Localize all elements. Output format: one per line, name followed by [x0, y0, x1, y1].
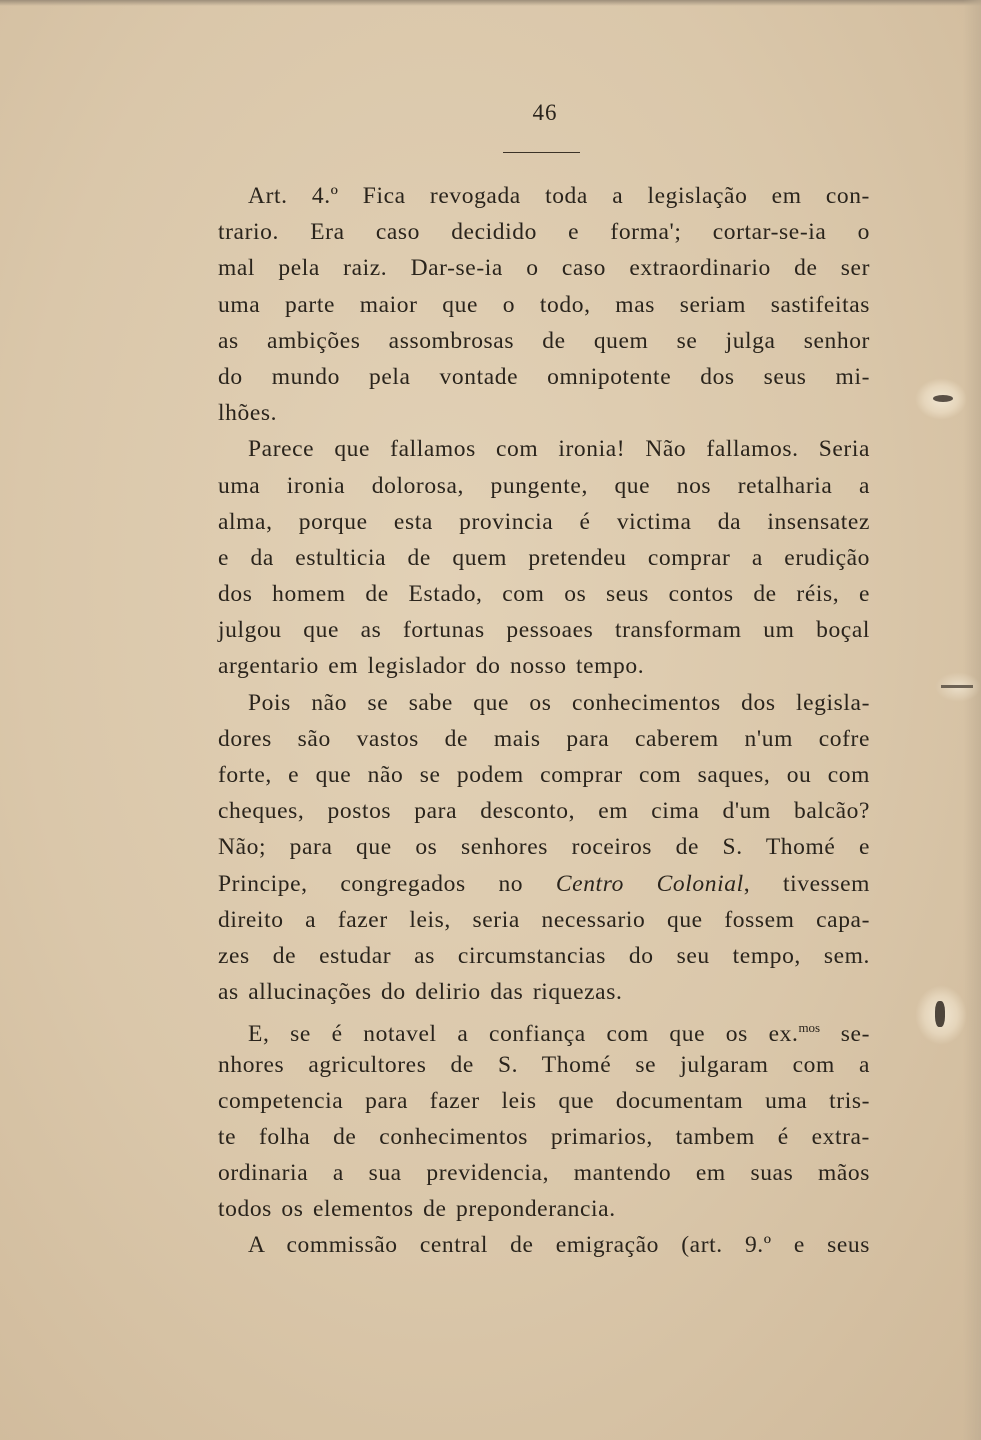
text-line: do mundo pela vontade omnipotente dos seus mi-: [218, 363, 870, 390]
text-line: uma ironia dolorosa, pungente, que nos retalharia a: [218, 472, 870, 499]
text-line: nhores agricultores de S. Thomé se julgaram com a: [218, 1051, 870, 1078]
page-right-edge-shadow: [963, 0, 981, 1440]
text-line: te folha de conhecimentos primarios, tambem é extra-: [218, 1123, 870, 1150]
text-line: uma parte maior que o todo, mas seriam sastifeitas: [218, 291, 870, 318]
text-line: ordinaria a sua previdencia, mantendo em suas mãos: [218, 1160, 870, 1187]
text-line: julgou que as fortunas pessoaes transformam um boçal: [218, 617, 870, 644]
text-line: dos homem de Estado, com os seus contos de réis, e: [218, 581, 870, 608]
text-line: e da estulticia de quem pretendeu comprar a erudição: [218, 544, 870, 571]
text-line: competencia para fazer leis que documentam uma tris-: [218, 1087, 870, 1114]
text-line: Pois não se sabe que os conhecimentos dos legisla-: [248, 689, 870, 716]
text-line: direito a fazer leis, seria necessario que fossem capa-: [218, 906, 870, 933]
paper-stain: [935, 672, 981, 702]
page-number: 46: [532, 100, 558, 125]
text-segment: se-: [820, 1021, 870, 1048]
body-text: [218, 178, 870, 1264]
text-segment: Principe, congregados no: [218, 870, 556, 897]
text-segment: , tivessem: [743, 870, 870, 897]
text-line: A commissão central de emigração (art. 9.º e seus: [248, 1232, 870, 1259]
text-line: [218, 1010, 870, 1046]
text-line: cheques, postos para desconto, em cima d'um balcão?: [218, 798, 870, 825]
text-line: dores são vastos de mais para caberem n'um cofre: [218, 725, 870, 752]
italic-title: Centro Colonial: [555, 870, 744, 897]
text-line: mal pela raiz. Dar-se-ia o caso extraordinario de ser: [218, 255, 870, 282]
text-line: lhões.: [218, 400, 278, 427]
text-line: alma, porque esta provincia é victima da insensatez: [218, 508, 870, 535]
text-line: Parece que fallamos com ironia! Não fallamos. Seria: [248, 436, 870, 463]
text-line: trario. Era caso decidido e forma'; cortar-se-ia o: [218, 219, 870, 246]
header-rule: [503, 152, 580, 153]
text-line: [218, 866, 870, 902]
text-line: as allucinações do delirio das riquezas.: [218, 979, 623, 1006]
text-line: as ambições assombrosas de quem se julga senhor: [218, 327, 870, 354]
paper-stain: [915, 378, 967, 420]
superscript: mos: [798, 1020, 821, 1036]
paper-stain: [915, 985, 967, 1045]
text-line: Art. 4.º Fica revogada toda a legislação em con-: [248, 183, 870, 209]
page-top-edge-shadow: [0, 0, 981, 6]
text-line: Não; para que os senhores roceiros de S. Thomé e: [218, 834, 870, 861]
text-segment: E, se é notavel a confiança com que os ex.: [248, 1021, 799, 1048]
text-line: argentario em legislador do nosso tempo.: [218, 653, 645, 680]
text-line: forte, e que não se podem comprar com saques, ou com: [218, 762, 870, 788]
text-line: todos os elementos de preponderancia.: [218, 1196, 616, 1223]
text-line: zes de estudar as circumstancias do seu tempo, sem.: [218, 942, 870, 969]
